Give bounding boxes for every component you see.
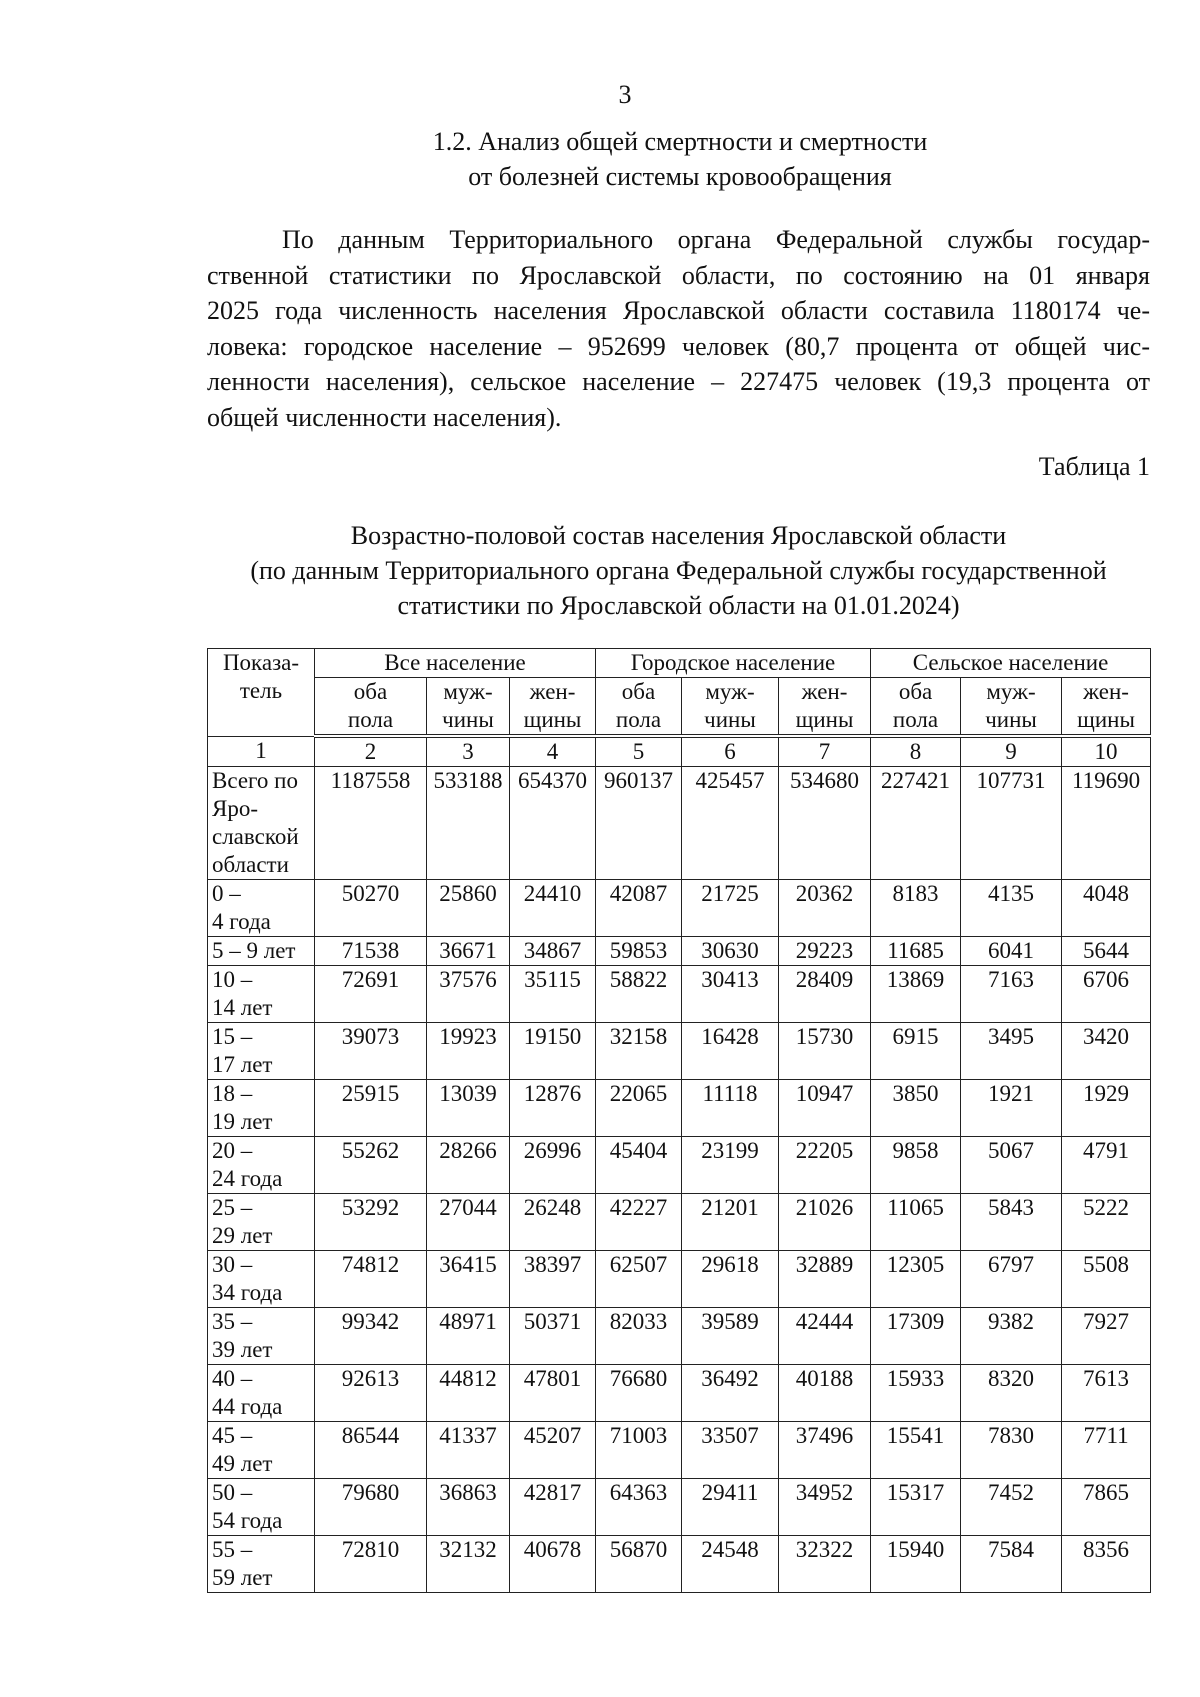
value-cell: 654370: [510, 767, 596, 880]
value-cell: 41337: [427, 1422, 510, 1479]
value-cell: 10947: [779, 1080, 871, 1137]
table-row: [208, 1137, 1151, 1194]
heading-line: 1.2. Анализ общей смертности и смертности: [432, 127, 928, 156]
table-row: [208, 767, 1151, 880]
value-cell: 71003: [596, 1422, 682, 1479]
value-cell: 15317: [871, 1479, 961, 1536]
subheader-cell: муж- чины: [427, 678, 510, 737]
value-cell: 23199: [682, 1137, 779, 1194]
value-cell: 26996: [510, 1137, 596, 1194]
value-cell: 26248: [510, 1194, 596, 1251]
value-cell: 533188: [427, 767, 510, 880]
row-label: 55 – 59 лет: [208, 1536, 315, 1593]
value-cell: 39589: [682, 1308, 779, 1365]
value-cell: 534680: [779, 767, 871, 880]
value-cell: 27044: [427, 1194, 510, 1251]
value-cell: 56870: [596, 1536, 682, 1593]
value-cell: 53292: [315, 1194, 427, 1251]
value-cell: 21201: [682, 1194, 779, 1251]
value-cell: 8183: [871, 880, 961, 937]
value-cell: 33507: [682, 1422, 779, 1479]
subheader-cell: муж- чины: [682, 678, 779, 737]
group-header: Сельское население: [871, 649, 1151, 678]
table-row: [208, 1479, 1151, 1536]
value-cell: 9858: [871, 1137, 961, 1194]
column-number-cell: 4: [510, 736, 596, 767]
value-cell: 1187558: [315, 767, 427, 880]
value-cell: 62507: [596, 1251, 682, 1308]
table-row: [208, 1251, 1151, 1308]
value-cell: 17309: [871, 1308, 961, 1365]
value-cell: 1929: [1062, 1080, 1151, 1137]
value-cell: 30630: [682, 937, 779, 966]
value-cell: 7452: [961, 1479, 1062, 1536]
table-row: [208, 1422, 1151, 1479]
value-cell: 15730: [779, 1023, 871, 1080]
paragraph-line: ленности населения), сельское население – 227475 человек (19,3 процента от: [207, 367, 1150, 396]
value-cell: 42817: [510, 1479, 596, 1536]
subheader-cell: жен- щины: [779, 678, 871, 737]
value-cell: 72691: [315, 966, 427, 1023]
value-cell: 24410: [510, 880, 596, 937]
value-cell: 8320: [961, 1365, 1062, 1422]
value-cell: 3850: [871, 1080, 961, 1137]
value-cell: 40678: [510, 1536, 596, 1593]
table-row: [208, 1023, 1151, 1080]
value-cell: 11065: [871, 1194, 961, 1251]
value-cell: 25915: [315, 1080, 427, 1137]
value-cell: 7584: [961, 1536, 1062, 1593]
value-cell: 76680: [596, 1365, 682, 1422]
value-cell: 28266: [427, 1137, 510, 1194]
value-cell: 38397: [510, 1251, 596, 1308]
table-row: [208, 1080, 1151, 1137]
value-cell: 36492: [682, 1365, 779, 1422]
value-cell: 48971: [427, 1308, 510, 1365]
row-label: 25 – 29 лет: [208, 1194, 315, 1251]
value-cell: 15940: [871, 1536, 961, 1593]
indicator-header: Показа- тель: [208, 649, 315, 737]
value-cell: 1921: [961, 1080, 1062, 1137]
row-label: 5 – 9 лет: [208, 937, 315, 966]
value-cell: 7613: [1062, 1365, 1151, 1422]
subheader-cell: оба пола: [315, 678, 427, 737]
subheader-cell: оба пола: [871, 678, 961, 737]
value-cell: 42087: [596, 880, 682, 937]
value-cell: 15541: [871, 1422, 961, 1479]
row-label: 15 – 17 лет: [208, 1023, 315, 1080]
value-cell: 24548: [682, 1536, 779, 1593]
value-cell: 3420: [1062, 1023, 1151, 1080]
value-cell: 34952: [779, 1479, 871, 1536]
value-cell: 11118: [682, 1080, 779, 1137]
value-cell: 7163: [961, 966, 1062, 1023]
row-label: 50 – 54 года: [208, 1479, 315, 1536]
value-cell: 79680: [315, 1479, 427, 1536]
value-cell: 30413: [682, 966, 779, 1023]
value-cell: 74812: [315, 1251, 427, 1308]
row-label: 18 – 19 лет: [208, 1080, 315, 1137]
table-row: [208, 1365, 1151, 1422]
value-cell: 37496: [779, 1422, 871, 1479]
value-cell: 34867: [510, 937, 596, 966]
value-cell: 50270: [315, 880, 427, 937]
row-label: 30 – 34 года: [208, 1251, 315, 1308]
paragraph-line: 2025 года численность населения Ярославской области составила 1180174 че-: [207, 296, 1150, 325]
table-row: [208, 1536, 1151, 1593]
value-cell: 7927: [1062, 1308, 1151, 1365]
table-title: [207, 518, 1150, 623]
value-cell: 28409: [779, 966, 871, 1023]
row-label: 40 – 44 года: [208, 1365, 315, 1422]
row-label: Всего по Яро- славской области: [208, 767, 315, 880]
value-cell: 40188: [779, 1365, 871, 1422]
value-cell: 35115: [510, 966, 596, 1023]
value-cell: 29411: [682, 1479, 779, 1536]
value-cell: 5067: [961, 1137, 1062, 1194]
table-row: [208, 1308, 1151, 1365]
section-heading: [300, 124, 1060, 194]
subheader-cell: жен- щины: [510, 678, 596, 737]
column-number-row: [208, 736, 1151, 767]
value-cell: 86544: [315, 1422, 427, 1479]
value-cell: 36671: [427, 937, 510, 966]
value-cell: 227421: [871, 767, 961, 880]
value-cell: 7865: [1062, 1479, 1151, 1536]
value-cell: 64363: [596, 1479, 682, 1536]
column-number-cell: 1: [208, 736, 315, 767]
value-cell: 45404: [596, 1137, 682, 1194]
value-cell: 12876: [510, 1080, 596, 1137]
population-table: [207, 648, 1151, 1593]
value-cell: 22065: [596, 1080, 682, 1137]
value-cell: 36863: [427, 1479, 510, 1536]
value-cell: 3495: [961, 1023, 1062, 1080]
value-cell: 5843: [961, 1194, 1062, 1251]
subheader-row: [208, 678, 1151, 737]
table-row: [208, 937, 1151, 966]
value-cell: 4048: [1062, 880, 1151, 937]
subheader-cell: оба пола: [596, 678, 682, 737]
value-cell: 9382: [961, 1308, 1062, 1365]
value-cell: 32889: [779, 1251, 871, 1308]
value-cell: 21026: [779, 1194, 871, 1251]
value-cell: 20362: [779, 880, 871, 937]
value-cell: 58822: [596, 966, 682, 1023]
value-cell: 107731: [961, 767, 1062, 880]
column-number-cell: 10: [1062, 736, 1151, 767]
subheader-cell: муж- чины: [961, 678, 1062, 737]
table-title-line: (по данным Территориального органа Федеральной службы государственной: [250, 556, 1107, 585]
value-cell: 22205: [779, 1137, 871, 1194]
table-title-line: статистики по Ярославской области на 01.01.2024): [397, 591, 960, 620]
column-number-cell: 5: [596, 736, 682, 767]
value-cell: 11685: [871, 937, 961, 966]
subheader-cell: жен- щины: [1062, 678, 1151, 737]
paragraph-line: По данным Территориального органа Федеральной службы государ-: [282, 225, 1150, 254]
value-cell: 7830: [961, 1422, 1062, 1479]
value-cell: 19923: [427, 1023, 510, 1080]
value-cell: 425457: [682, 767, 779, 880]
column-number-cell: 6: [682, 736, 779, 767]
value-cell: 6915: [871, 1023, 961, 1080]
value-cell: 36415: [427, 1251, 510, 1308]
row-label: 0 – 4 года: [208, 880, 315, 937]
value-cell: 72810: [315, 1536, 427, 1593]
value-cell: 4135: [961, 880, 1062, 937]
value-cell: 47801: [510, 1365, 596, 1422]
value-cell: 960137: [596, 767, 682, 880]
value-cell: 39073: [315, 1023, 427, 1080]
value-cell: 12305: [871, 1251, 961, 1308]
table-row: [208, 1194, 1151, 1251]
value-cell: 5508: [1062, 1251, 1151, 1308]
value-cell: 19150: [510, 1023, 596, 1080]
header-row: [208, 649, 1151, 678]
table-row: [208, 966, 1151, 1023]
value-cell: 29223: [779, 937, 871, 966]
value-cell: 6041: [961, 937, 1062, 966]
value-cell: 29618: [682, 1251, 779, 1308]
table-row: [208, 880, 1151, 937]
value-cell: 6797: [961, 1251, 1062, 1308]
value-cell: 37576: [427, 966, 510, 1023]
value-cell: 44812: [427, 1365, 510, 1422]
value-cell: 7711: [1062, 1422, 1151, 1479]
paragraph-line: ловека: городское население – 952699 человек (80,7 процента от общей чис-: [207, 331, 1150, 361]
value-cell: 42227: [596, 1194, 682, 1251]
value-cell: 5644: [1062, 937, 1151, 966]
value-cell: 13869: [871, 966, 961, 1023]
table-title-line: Возрастно-половой состав населения Ярославской области: [350, 521, 1007, 550]
column-number-cell: 9: [961, 736, 1062, 767]
value-cell: 6706: [1062, 966, 1151, 1023]
intro-paragraph: [207, 222, 1150, 435]
value-cell: 21725: [682, 880, 779, 937]
row-label: 10 – 14 лет: [208, 966, 315, 1023]
paragraph-line: общей численности населения).: [207, 402, 562, 432]
row-label: 20 – 24 года: [208, 1137, 315, 1194]
value-cell: 5222: [1062, 1194, 1151, 1251]
value-cell: 55262: [315, 1137, 427, 1194]
table-label: Таблица 1: [1038, 452, 1150, 481]
row-label: 35 – 39 лет: [208, 1308, 315, 1365]
value-cell: 32132: [427, 1536, 510, 1593]
value-cell: 82033: [596, 1308, 682, 1365]
value-cell: 4791: [1062, 1137, 1151, 1194]
group-header: Все население: [315, 649, 596, 678]
value-cell: 16428: [682, 1023, 779, 1080]
heading-line: от болезней системы кровообращения: [468, 162, 892, 191]
group-header: Городское население: [596, 649, 871, 678]
column-number-cell: 7: [779, 736, 871, 767]
value-cell: 50371: [510, 1308, 596, 1365]
value-cell: 25860: [427, 880, 510, 937]
value-cell: 45207: [510, 1422, 596, 1479]
column-number-cell: 2: [315, 736, 427, 767]
column-number-cell: 8: [871, 736, 961, 767]
value-cell: 32158: [596, 1023, 682, 1080]
value-cell: 42444: [779, 1308, 871, 1365]
page-number: 3: [618, 80, 632, 109]
row-label: 45 – 49 лет: [208, 1422, 315, 1479]
value-cell: 15933: [871, 1365, 961, 1422]
value-cell: 32322: [779, 1536, 871, 1593]
value-cell: 92613: [315, 1365, 427, 1422]
value-cell: 99342: [315, 1308, 427, 1365]
value-cell: 59853: [596, 937, 682, 966]
value-cell: 13039: [427, 1080, 510, 1137]
value-cell: 71538: [315, 937, 427, 966]
paragraph-line: ственной статистики по Ярославской области, по состоянию на 01 января: [207, 260, 1150, 290]
value-cell: 8356: [1062, 1536, 1151, 1593]
column-number-cell: 3: [427, 736, 510, 767]
value-cell: 119690: [1062, 767, 1151, 880]
